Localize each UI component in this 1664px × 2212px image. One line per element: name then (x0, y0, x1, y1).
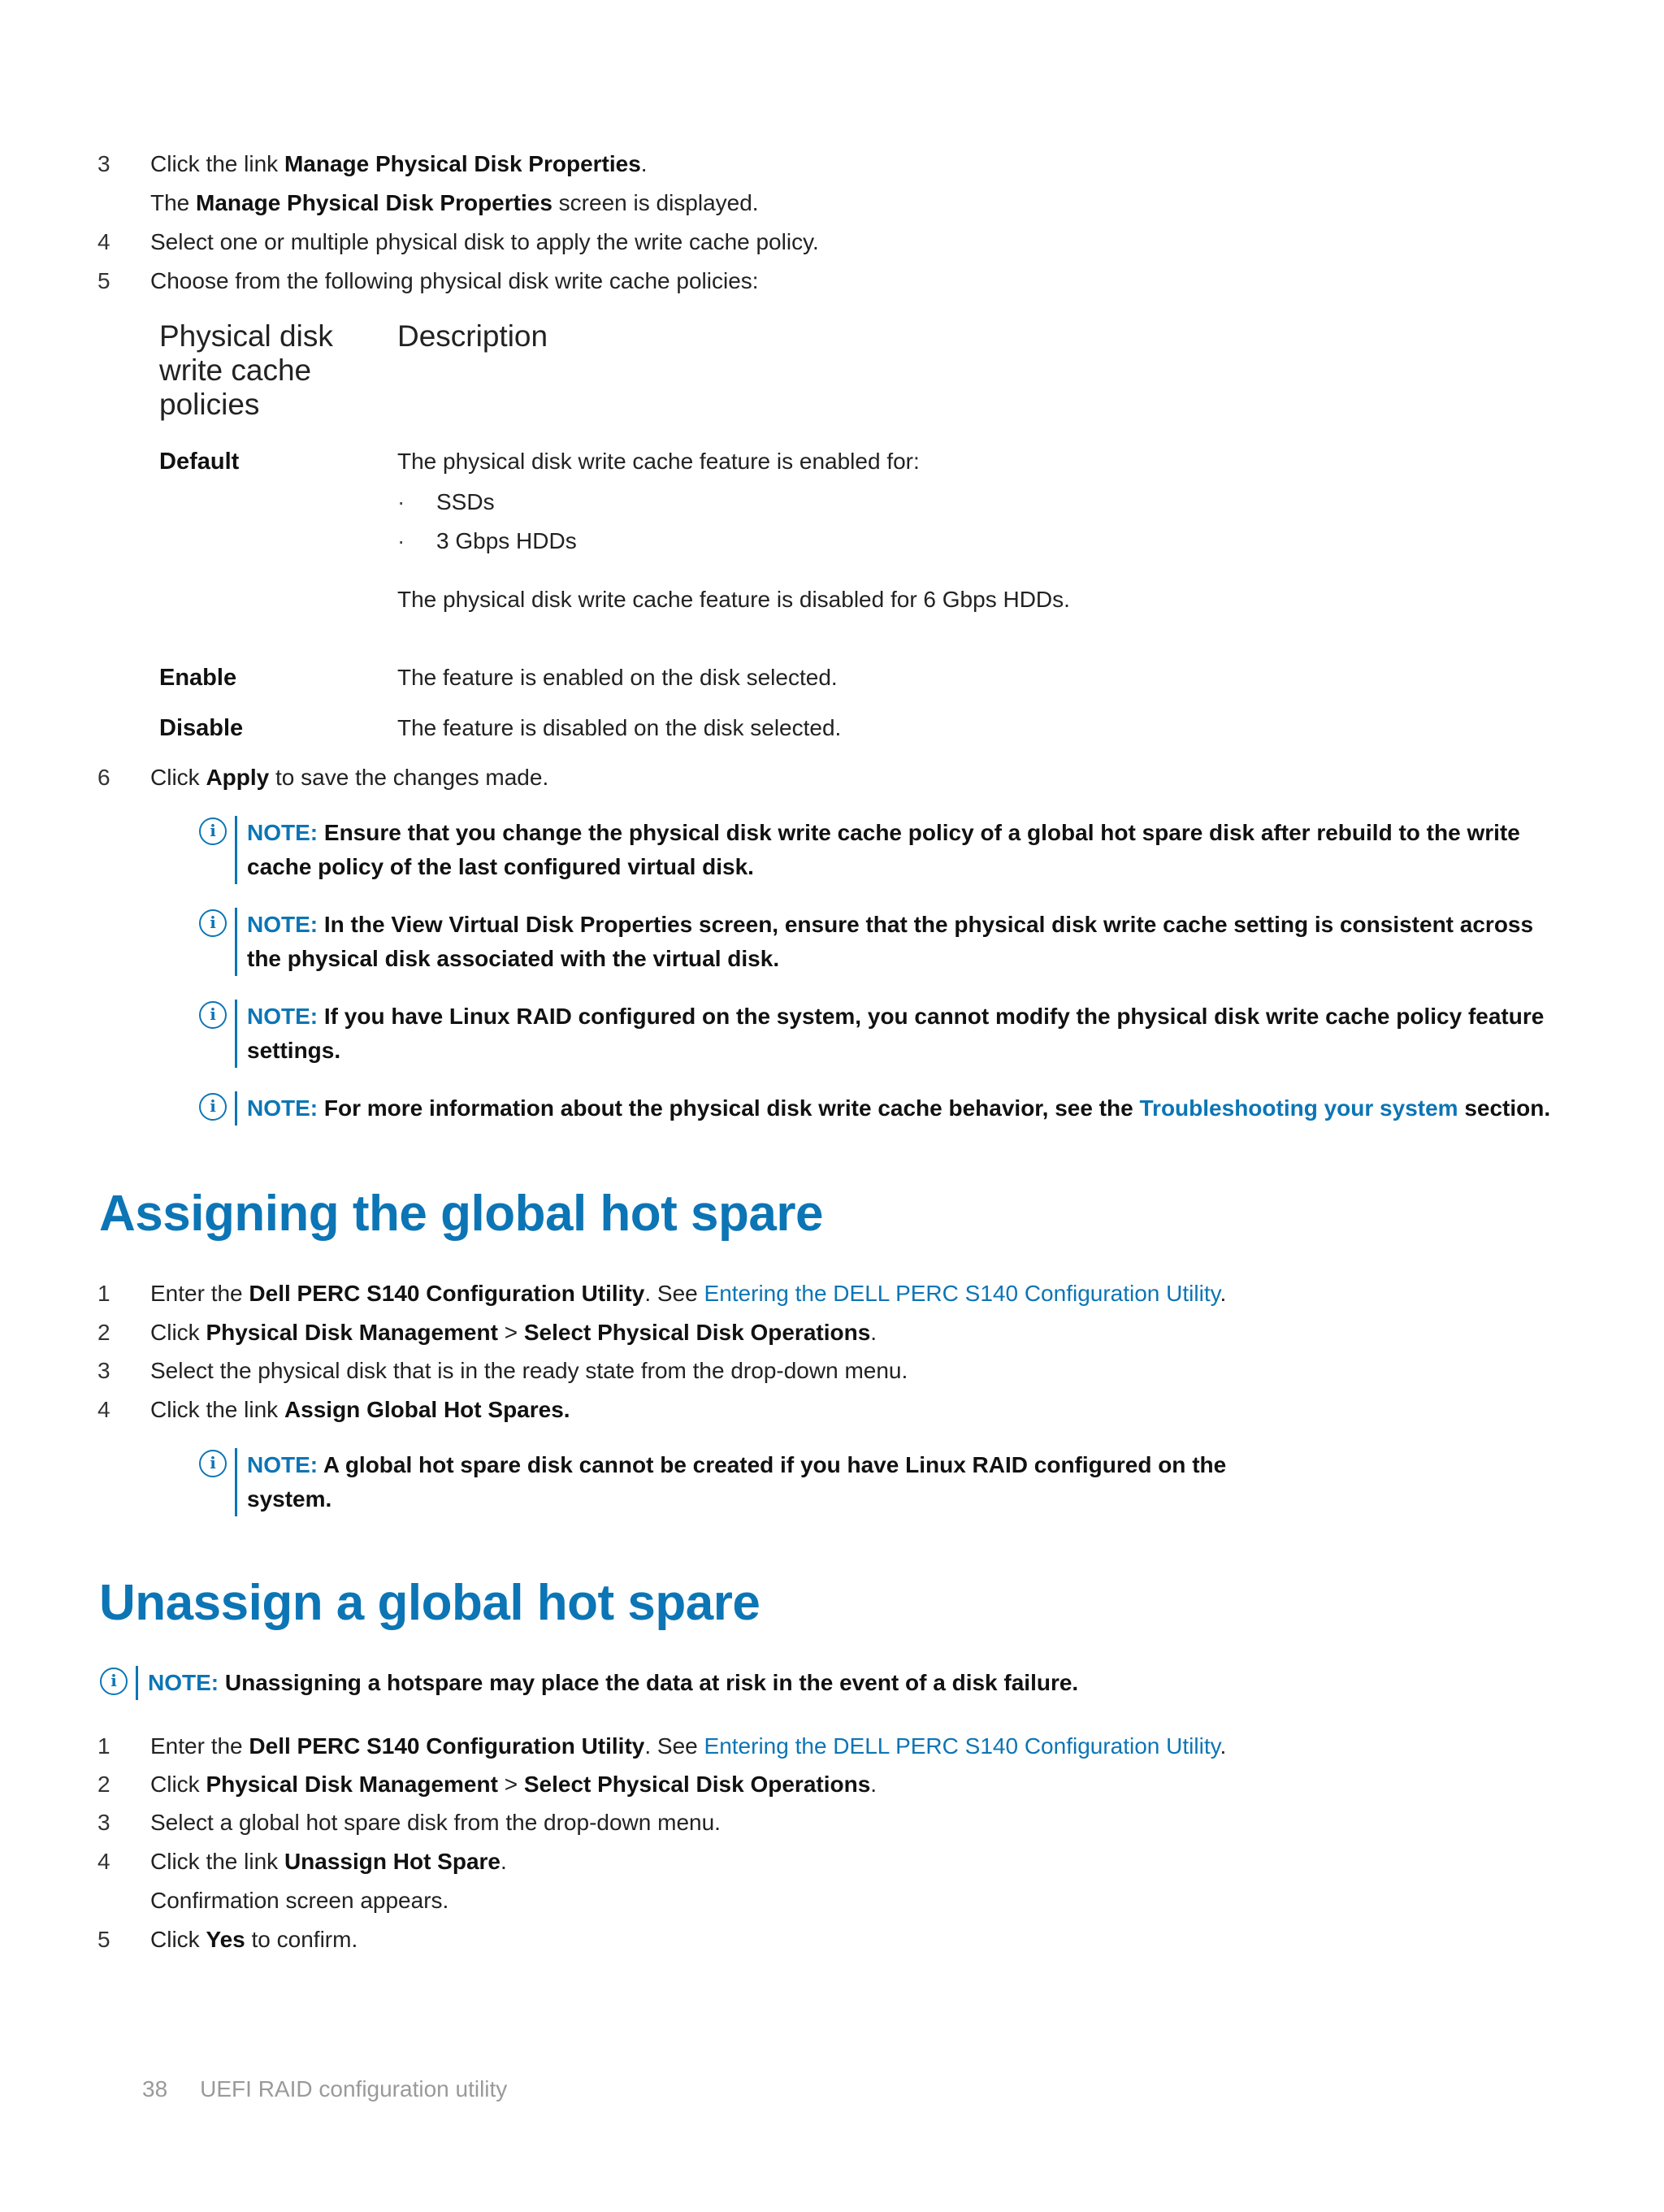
assign-step-1: 1 Enter the Dell PERC S140 Configuration Utility. See Entering the DELL PERC S140 Configuration Utility. (98, 1281, 1227, 1306)
troubleshooting-link[interactable]: Troubleshooting your system (1139, 1095, 1458, 1121)
policy-default-desc-2: The physical disk write cache feature is disabled for 6 Gbps HDDs. (397, 587, 1070, 612)
policy-disable: Disable (159, 715, 244, 741)
note-2: i NOTE: In the View Virtual Disk Properties screen, ensure that the physical disk write cache setting is consistent across the physical disk associated with the virtual disk. (199, 908, 1533, 976)
policy-default: Default (159, 449, 240, 475)
table-header-policies: Physical disk write cache policies (159, 319, 333, 421)
policy-enable-desc: The feature is enabled on the disk selected. (397, 665, 838, 690)
step-3-result: The Manage Physical Disk Properties screen is displayed. (150, 190, 759, 215)
note-4: i NOTE: For more information about the physical disk write cache behavior, see the Troubleshooting your system section. (199, 1091, 1550, 1126)
page-footer (142, 2076, 540, 2102)
note-3: i NOTE: If you have Linux RAID configured on the system, you cannot modify the physical disk write cache policy feature settings. (199, 1000, 1544, 1068)
table-header-description: Description (397, 319, 548, 353)
section-title-assign: Assigning the global hot spare (99, 1186, 823, 1242)
unassign-step-3: 3 Select a global hot spare disk from the drop-down menu. (98, 1810, 721, 1835)
step-4: 4 Select one or multiple physical disk to apply the write cache policy. (98, 229, 819, 254)
section-title-unassign: Unassign a global hot spare (99, 1575, 760, 1631)
info-icon: i (199, 818, 227, 845)
note-unassign: i NOTE: Unassigning a hotspare may place the data at risk in the event of a disk failure. (100, 1666, 1078, 1700)
unassign-step-4-result: Confirmation screen appears. (150, 1888, 449, 1913)
unassign-step-1: 1 Enter the Dell PERC S140 Configuration Utility. See Entering the DELL PERC S140 Configuration Utility. (98, 1733, 1227, 1759)
info-icon: i (199, 909, 227, 937)
unassign-step-5: 5 Click Yes to confirm. (98, 1927, 358, 1952)
list-item: · 3 Gbps HDDs (397, 528, 577, 553)
note-assign: i NOTE: A global hot spare disk cannot be created if you have Linux RAID configured on the system. (199, 1448, 1226, 1516)
info-icon: i (199, 1093, 227, 1121)
unassign-step-4: 4 Click the link Unassign Hot Spare. (98, 1849, 507, 1874)
unassign-step-2: 2 Click Physical Disk Management > Select Physical Disk Operations. (98, 1772, 878, 1797)
step-3: 3 Click the link Manage Physical Disk Properties. (98, 151, 648, 176)
assign-step-4: 4 Click the link Assign Global Hot Spares. (98, 1397, 570, 1422)
policy-enable: Enable (159, 665, 237, 691)
note-1: i NOTE: Ensure that you change the physical disk write cache policy of a global hot spare disk after rebuild to the write cache policy of the last configured virtual disk. (199, 816, 1520, 884)
assign-step-2: 2 Click Physical Disk Management > Select Physical Disk Operations. (98, 1320, 878, 1345)
entering-utility-link[interactable]: Entering the DELL PERC S140 Configuration Utility (704, 1281, 1220, 1306)
entering-utility-link[interactable]: Entering the DELL PERC S140 Configuration Utility (704, 1733, 1220, 1759)
step-5: 5 Choose from the following physical disk write cache policies: (98, 268, 759, 293)
info-icon: i (100, 1668, 128, 1695)
list-item: · SSDs (397, 489, 495, 514)
policy-default-desc: The physical disk write cache feature is enabled for: (397, 449, 920, 474)
page-number: 38 (142, 2076, 168, 2101)
policy-disable-desc: The feature is disabled on the disk selected. (397, 715, 842, 740)
step-6: 6 Click Apply to save the changes made. (98, 765, 549, 790)
info-icon: i (199, 1450, 227, 1477)
footer-title: UEFI RAID configuration utility (200, 2076, 508, 2101)
assign-step-3: 3 Select the physical disk that is in the ready state from the drop-down menu. (98, 1358, 908, 1383)
info-icon: i (199, 1001, 227, 1029)
